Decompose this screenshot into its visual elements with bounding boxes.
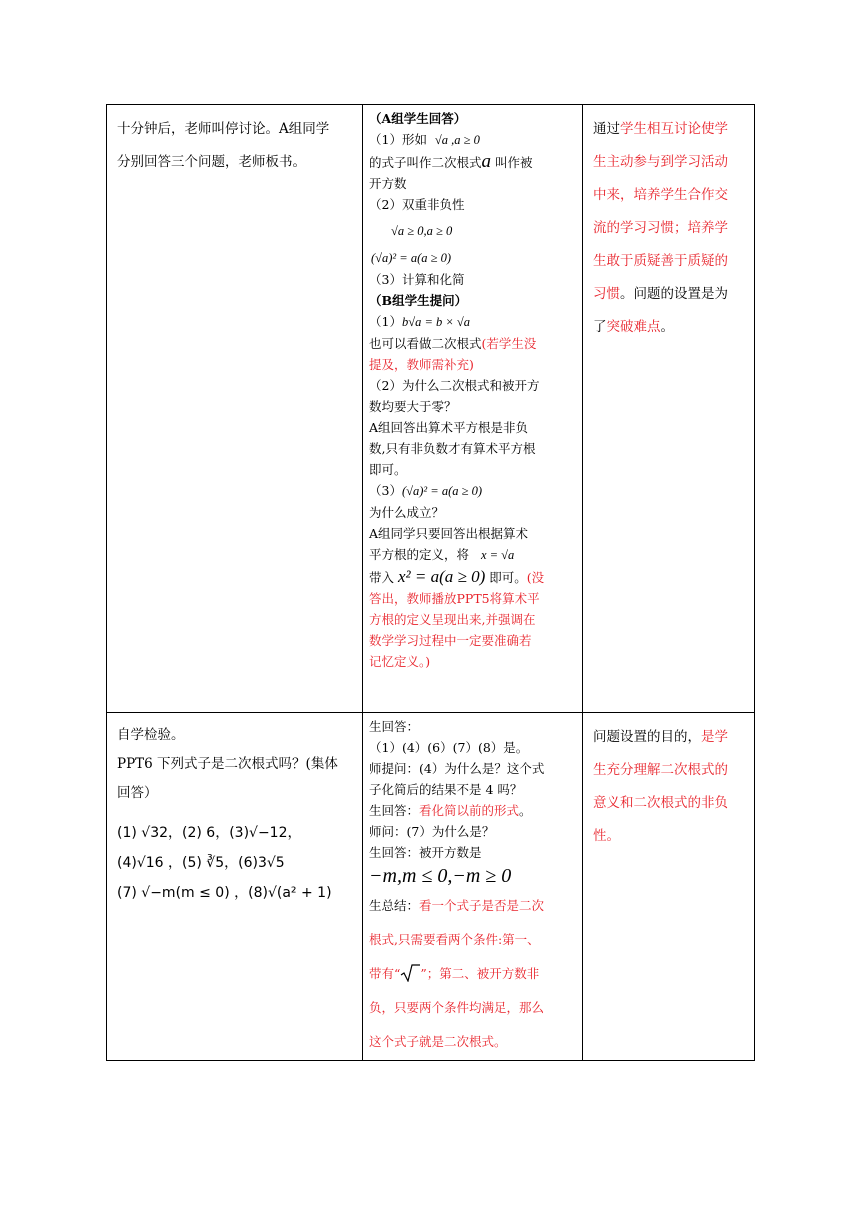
text-line: （2）为什么二次根式和被开方	[369, 378, 540, 393]
text-line	[369, 129, 580, 151]
red-note: (若学生没	[481, 336, 537, 351]
text-line: （1）(4）(6）(7）(8）是。	[369, 740, 529, 755]
a-group-heading: （A组学生回答）	[369, 111, 467, 126]
red-note: 提及，教师需补充)	[369, 357, 474, 372]
text-line: （2）双重非负性	[369, 197, 465, 212]
text-line: PPT6 下列式子是二次根式吗？(集体	[117, 756, 338, 772]
table-row	[107, 105, 755, 713]
text-line	[369, 151, 580, 173]
text-line: 回答）	[117, 785, 158, 801]
text-line	[369, 566, 580, 588]
text: 。问题的设置是为	[620, 286, 728, 302]
math-expression: (√a)² = a(a ≥ 0)	[401, 484, 483, 498]
text-line: 子化简后的结果不是 4 吗？	[369, 782, 523, 797]
red-text: 看化简以前的形式	[419, 803, 520, 818]
text-line: 生回答：被开方数是	[369, 845, 482, 860]
exercise-line: (7) √−m(m ≤ 0) ，(8)√(a² + 1)	[117, 885, 332, 901]
text-line: 十分钟后，老师叫停讨论。A组同学	[117, 121, 330, 137]
text-line	[369, 333, 580, 354]
red-text: 习惯	[593, 286, 620, 302]
exercise-line: (1) √32，(2) 6，(3)√−12，	[117, 825, 302, 841]
radical-sign-icon	[400, 964, 420, 982]
text: 生总结：	[369, 898, 420, 913]
text: ”；第二、被开方数非	[420, 966, 540, 981]
text-line: 即可。	[369, 462, 407, 477]
red-text: 这个式子就是二次根式。	[369, 1034, 507, 1049]
red-note: 方根的定义呈现出来,并强调在	[369, 612, 536, 627]
text-line	[593, 113, 746, 146]
red-text: 流的学习习惯；培养学	[593, 220, 728, 236]
text: 。	[519, 803, 532, 818]
b-group-heading: （B组学生提问）	[369, 293, 468, 308]
text: 了	[593, 319, 607, 335]
red-text: 生主动参与到学习活动	[593, 154, 728, 170]
text-line: 数均要大于零？	[369, 399, 457, 414]
red-note: 数学学习过程中一定要准确若	[369, 633, 532, 648]
text-line: A组同学只要回答出根据算术	[369, 526, 529, 541]
red-text: 突破难点	[606, 319, 661, 335]
red-text: 看一个式子是否是二次	[419, 898, 545, 913]
text: 带入	[369, 570, 395, 585]
text-line	[593, 278, 746, 311]
text-line: 生回答：	[369, 719, 420, 734]
text-line	[369, 957, 580, 991]
math-expression: √a ,a ≥ 0	[434, 133, 480, 147]
text-line: 为什么成立？	[369, 505, 445, 520]
text-line	[369, 889, 580, 923]
red-text: 学生相互讨论使学	[620, 121, 728, 137]
student-activity-cell	[363, 105, 583, 713]
text: （3）	[369, 483, 402, 498]
teacher-activity-cell	[107, 713, 363, 1061]
text: （1）形如	[369, 132, 427, 147]
text-line	[593, 721, 746, 754]
red-text: 性。	[593, 828, 620, 844]
math-expression: √a ≥ 0,a ≥ 0	[391, 224, 453, 238]
text: 也可以看做二次根式	[369, 336, 482, 351]
red-text: 生敢于质疑善于质疑的	[593, 253, 728, 269]
text-line: 分别回答三个问题，老师板书。	[117, 154, 306, 170]
red-text: 是学	[701, 729, 728, 745]
lesson-plan-table	[106, 104, 755, 1061]
text-line: 师提问：(4）为什么是？这个式	[369, 761, 545, 776]
text-line	[593, 311, 746, 344]
text-line	[369, 480, 580, 502]
text-line: （3）计算和化简	[369, 272, 465, 287]
text: 通过	[593, 121, 620, 137]
text: 问题设置的目的，	[593, 729, 701, 745]
text: 叫作被	[495, 155, 533, 170]
text-line	[369, 311, 580, 333]
student-activity-cell	[363, 713, 583, 1061]
red-text: 根式,只需要看两个条件:第一、	[369, 932, 540, 947]
math-expression: x = √a	[480, 548, 515, 562]
math-expression: b√a = b × √a	[401, 315, 471, 329]
text-line: 开方数	[369, 176, 407, 191]
text-line	[369, 800, 580, 821]
red-note: 答出，教师播放PPT5将算术平	[369, 591, 540, 606]
table-row	[107, 713, 755, 1061]
math-variable: a	[481, 151, 492, 172]
text-line: A组回答出算术平方根是非负	[369, 420, 529, 435]
text: （1）	[369, 314, 402, 329]
text-line	[369, 544, 580, 566]
math-expression: −m,m ≤ 0,−m ≥ 0	[369, 865, 512, 887]
teacher-activity-cell	[107, 105, 363, 713]
text: 带有“	[369, 966, 401, 981]
text: 生回答：	[369, 803, 420, 818]
exercise-line: (4)√16 ，(5) ∛5，(6)3√5	[117, 855, 285, 871]
text-line: 自学检验。	[117, 727, 185, 743]
red-note: 记忆定义。)	[369, 654, 431, 669]
math-expression: x² = a(a ≥ 0)	[398, 567, 486, 586]
red-text: 意义和二次根式的非负	[593, 795, 728, 811]
text-line: 师问：(7）为什么是？	[369, 824, 495, 839]
red-text: 负，只要两个条件均满足，那么	[369, 1000, 545, 1015]
text: 即可。	[489, 570, 527, 585]
text: 。	[660, 319, 674, 335]
red-text: 生充分理解二次根式的	[593, 762, 728, 778]
red-note: (没	[526, 570, 545, 585]
text: 平方根的定义，将	[369, 547, 470, 562]
design-intent-cell	[583, 105, 755, 713]
design-intent-cell	[583, 713, 755, 1061]
math-expression: (√a)² = a(a ≥ 0)	[371, 251, 452, 265]
text: 的式子叫作二次根式	[369, 155, 482, 170]
text-line: 数,只有非负数才有算术平方根	[369, 441, 536, 456]
red-text: 中来，培养学生合作交	[593, 187, 728, 203]
